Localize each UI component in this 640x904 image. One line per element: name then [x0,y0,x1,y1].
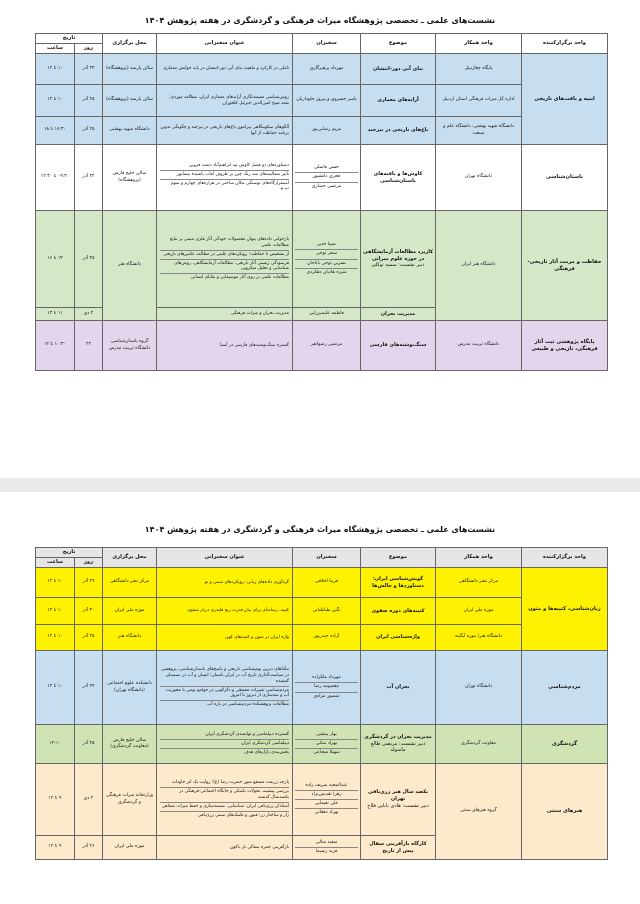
day-cell: ۲۴ آذر [75,651,103,725]
speaker-name: مرتضی حصاری [311,183,342,189]
col-speech: عنوان سخنرانی [157,548,293,568]
partner-cell: دانشگاه تهران [436,651,522,725]
venue-cell: سالن خلیج فارس (معاونت گردشگری) [103,725,157,764]
day-cell: ۲۶ آذر [75,836,103,860]
col-day: روز [75,44,103,54]
speech-title: از تشخیص تا حفاظت: رویکردهای علمی در مطالعه عکس‌های تاریخی [160,251,289,260]
topic-cell: باغ‌های تاریخی در بیرجند [361,117,436,145]
speech-title: بررسی پیشینه، تحولات تکنیکی و جایگاه اجتماعی-فرهنگی در یکصدسال گذشته [160,788,289,803]
speaker-name: علی نعیمایی [295,800,358,809]
col-topic: موضوع [361,548,436,568]
events-table [35,33,608,371]
speaker-cell: مرتضی رضوانفر [293,321,361,371]
venue-cell: موزه ملی ایران [103,598,157,625]
time-cell: ۱۱ تا ۱۳ [36,308,75,321]
partner-cell: دانشگاه تربیت مدرس [436,321,522,371]
table-row [36,211,608,308]
header-row [36,548,608,558]
time-cell: ۱۳ تا ۱۶ [36,211,75,308]
speech-title: مردم‌شناسی تغییرات محیطی و دگرگونی در جوامع بومی با محوریت آب و سدسازی از دیروز تا امروز [160,687,289,702]
day-cell: ۳۰ آذر [75,598,103,625]
speech-title: پارچه زربفت مضجع منور حضرت رضا (ع)؛ روایت یک اثر جاودانه [160,779,289,788]
topic-cell: کاوش‌ها و یافته‌های باستان‌شناسی [361,145,436,211]
speech-cell: تاملی در کارکرد و ماهیت بنای آبی دور-انتشان در پایه خوانش معماری [157,54,293,85]
col-date: تاریخ [36,34,103,44]
partner-cell: مرکز نشر دانشگاهی [436,568,522,598]
partner-cell: دانشگاه هنر/ موزه آبگینه [436,625,522,651]
speech-cell [157,651,293,725]
org-cell: مردم‌شناسی [522,651,608,725]
speech-cell: واژه ایران در متون و کتیبه‌های کهن [157,625,293,651]
speaker-name: سعید شالی [295,839,358,848]
speaker-name: بهار بینشی [295,731,358,740]
speaker-name: نسرین توحی باباجان [295,260,358,269]
venue-cell: وزارتخانه میراث فرهنگی و گردشگری [103,764,157,836]
venue-cell: دانشگاه هنر [103,625,157,651]
speech-cell [157,725,293,764]
table-row [36,145,608,211]
speaker-name: معصومه رضا [295,683,358,692]
page-2 [0,492,640,904]
day-cell: ۲۵ آذر [75,85,103,117]
time-cell: ۱۰ تا ۱۲ [36,598,75,625]
partner-cell: دانشگاه تهران [436,145,522,211]
table-row [36,725,608,764]
speech-title: تأثیر سفالینه‌های سه رنگ چین بر ظروف لعاب پاشیده نیشابور [160,171,289,180]
day-cell: ۲۵ آذر [75,725,103,764]
col-speaker: سخنران [293,548,361,568]
time-cell: ۱۰ تا ۱۲ [36,625,75,651]
day-cell: ۲۵ آذر [75,117,103,145]
speaker-name: فرید رضیما [315,849,338,855]
venue-cell: دانشگاه شهید بهشتی [103,117,157,145]
speech-title: دیپلماسی گردشگری ایران [160,740,289,749]
speaker-name: حسن فاضلی [295,164,358,173]
speaker-name: سحر توحی [295,250,358,259]
speaker-cell: فاطمه علیمیرزایی [293,308,361,321]
topic-cell: کتیبه‌های دوره صفوی [361,598,436,625]
time-cell: ۹ تا ۱۲ [36,764,75,836]
speech-cell [157,764,293,836]
speech-title: بازخوانی داده‌های پنهان محصولات خودگی آثار فلزی مبتنی بر نتایج مطالعات علمی [160,236,289,251]
session-secretary: دبیر نشست: سمیه توکلی [371,262,425,269]
topic-cell [361,764,436,836]
time-cell: ۱۰:۳۰ تا ۱۲ [36,321,75,371]
day-cell: ۲ دی [75,764,103,836]
venue-cell: گروه باستان‌شناسی دانشگاه تربیت مدرس [103,321,157,371]
speech-title: فرسودگی زیستی آثار تاریخی، مطالعات آزمایشگاهی، روش‌های شناسایی و تحلیل میکروبی [160,260,289,275]
topic-cell: مدیریت بحران [361,308,436,321]
speaker-cell [293,145,361,211]
col-org: واحد برگزارکننده [522,548,608,568]
topic-cell: بنای آبی دور-انتشان [361,54,436,85]
day-cell: ۲۲ آذر [75,145,103,211]
col-speaker: سخنران [293,34,361,54]
speaker-name: مهرداد ملکزاده [295,674,358,683]
col-time: ساعت [36,558,75,568]
speech-title: استادان زری‌بافی ایران: شناسایی، مستندسازی و حفظ میراث شفاهی [160,803,289,812]
org-cell: گردشگری [522,725,608,764]
col-org: واحد برگزارکننده [522,34,608,54]
speech-cell: کتیبه، رسانه‌ای برای بیان قدرت رنج قلندری دربار صفوی [157,598,293,625]
table-row [36,54,608,85]
topic-cell: سنگ‌نوشته‌های فارسی [361,321,436,371]
speech-cell: گستره سنگ‌نوشته‌های فارسی در آسیا [157,321,293,371]
speech-title: بخش‌بندی بازارهای هدف [244,750,290,755]
day-cell: ۲۵ آذر [75,211,103,308]
venue-cell: سالن پارسه (پژوهشگاه) [103,85,157,117]
org-cell: ابنیه و بافت‌های تاریخی [522,54,608,145]
speaker-cell: نگین طباطبایی [293,598,361,625]
speaker-cell [293,211,361,308]
speaker-name: منصور مرادی [313,693,340,699]
venue-cell: سالن خلیج فارس (پژوهشگاه) [103,145,157,211]
speech-title: تنگناهای دیرین بوم‌شناسی تاریخی و پاسخ‌های باستان‌شناسی، پژوهشی در سیاست‌گذاری تاریخ آب در ایران باستان؛ انسان و آب در سیستان گمشده [160,666,289,687]
page-title: نشست‌های علمی ـ تخصصی پژوهشگاه میراث فرهنگی و گردشگری در هفته پژوهش ۱۴۰۴ [144,16,496,25]
partner-cell: دانشگاه شهید بهشتی، دانشگاه علم و صنعت [436,117,522,145]
org-cell: پایگاه پژوهشی ثبت آثار فرهنگی، تاریخی و طبیعی [522,321,608,371]
speech-title: مطالعات پژوهشکده مردم‌شناسی در باره آب [207,702,290,708]
venue-cell: دانشگاه هنر [103,211,157,321]
speaker-name: بهزاد دهقانی [314,810,339,816]
org-cell: باستان‌شناسی [522,145,608,211]
day-cell: ۲۳ آذر [75,54,103,85]
time-cell: ۱۰ تا ۱۲ [36,85,75,117]
speech-title: مطالعات علمی بر روی آثار موسیقایی و بقایای انسانی [190,275,290,281]
table-row [36,321,608,371]
session-secretary: دبیر نشست: مرتضی طالع ماسوله [370,740,426,754]
org-cell: حفاظت و مرمت آثار تاریخی-فرهنگی [522,211,608,321]
session-secretary: دبیر نشست: هادی بابایی فلاح [367,802,429,809]
partner-cell: معاونت گردشگری [436,725,522,764]
speaker-name: عبدالمجید شریف زاده [295,782,358,791]
speaker-name: فخری دانشپور [295,173,358,182]
speaker-cell: آزاده حیدرپور [293,625,361,651]
speaker-cell [293,836,361,860]
topic-cell [361,725,436,764]
time-cell: ۱۰ تا ۱۲ [36,568,75,598]
day-cell: ۲ دی [75,308,103,321]
time-cell: ۱۰ تا ۱۲ [36,54,75,85]
speaker-cell [293,764,361,836]
speaker-cell: یاسر حسروی و پیروز جلوداریان [293,85,361,117]
speaker-cell [293,725,361,764]
day-cell: ۲۲ [75,321,103,371]
speaker-cell [293,651,361,725]
speech-title: زار و ساختار زر: فنون و تکنیک‌های سنتی زری‌بافی [197,812,290,818]
col-day: روز [75,558,103,568]
venue-cell: سالن پارسه (پژوهشگاه) [103,54,157,85]
col-time: ساعت [36,44,75,54]
time-cell: ۱۰ تا ۱۲ [36,651,75,725]
speaker-name: بهزاد منکی [295,740,358,749]
speech-title: استقرارگاه‌های نوسنگی مکان ساختی در هزاره‌های چهارم و سوم پ.م. [170,180,290,192]
org-cell: هنرهای سنتی [522,764,608,860]
speech-title: گسترده دیپلماسی و توانمندی گردشگری ایران [160,731,289,740]
partner-cell: موزه ملی ایران [436,598,522,625]
col-venue: محل برگزاری [103,548,157,568]
speaker-name: منیژه هادیان دهکردی [306,269,347,275]
org-cell: زبان‌شناسی، کتیبه‌ها و متون [522,568,608,651]
topic-title: کاربرد مطالعات آزمایشگاهی در حوزه علوم میراثی [363,248,434,262]
partner-cell: گروه هنرهای سنتی [436,764,522,860]
col-topic: موضوع [361,34,436,54]
partner-cell: پایگاه چغازنبیل [436,54,522,85]
speaker-cell: فریبا اخلاقی [293,568,361,598]
time-cell: ۱۶:۳۰ تا ۱۸ [36,117,75,145]
table-row [36,651,608,725]
speech-cell: بازآفرینی خمره سفالی تل باکون [157,836,293,860]
topic-title: یکصد سال هنر زری‌بافی تهران [368,789,429,803]
speech-cell: روش‌شناسی مستندنگاری آرایه‌های معماری ایران، مطالعه موردی: بقعه شیخ امین‌الدین جبرئیل کلخوران [157,85,293,117]
page-title: نشست‌های علمی ـ تخصصی پژوهشگاه میراث فرهنگی و گردشگری در هفته پژوهش ۱۴۰۴ [144,525,496,534]
speech-cell: گردآوری داده‌های زبانی: رویکردهای سنتی و نو [157,568,293,598]
speaker-cell: مریم رضایی‌پور [293,117,361,145]
partner-cell: اداره کل میراث فرهنگی استان اردبیل [436,85,522,117]
topic-cell: بحران آب [361,651,436,725]
speaker-name: شیبا خدیر [295,241,358,250]
speaker-name: سهیلا شجاعی [313,750,340,756]
time-cell: ۱۲-۱۰ [36,725,75,764]
topic-title: مدیریت بحران در گردشگری [364,733,432,740]
time-cell: ۰۹:۳۰ تا ۱۲:۳۰ [36,145,75,211]
partner-cell: دانشگاه هنر ایران [436,211,522,321]
table-row [36,764,608,836]
table-row [36,568,608,598]
col-speech: عنوان سخنرانی [157,34,293,54]
day-cell: ۲۵ آذر [75,625,103,651]
topic-cell: واژه‌شناسی ایران [361,625,436,651]
speech-title: دستاوردهای دو فصل کاوش تپه ابراهیم‌آباد دشت قزوین [160,162,289,171]
speech-cell [157,211,293,308]
time-cell: ۹ تا ۱۲ [36,836,75,860]
speech-cell [157,145,293,211]
topic-cell: آرایه‌های معماری [361,85,436,117]
header-row [36,34,608,44]
col-partner: واحد همکار [436,548,522,568]
topic-cell: گویش‌شناسی ایران: دستاوردها و چالش‌ها [361,568,436,598]
topic-cell [361,211,436,308]
venue-cell: موزه ملی ایران [103,836,157,860]
speech-cell: مدیریت بحران و میراث فرهنگی [157,308,293,321]
day-cell: ۲۹ آذر [75,568,103,598]
speaker-cell: مهرداد پرهیزگاری [293,54,361,85]
venue-cell: دانشکده علوم اجتماعی (دانشگاه تهران) [103,651,157,725]
venue-cell: مرکز نشر دانشگاهی [103,568,157,598]
speaker-name: زهرا تقدیس‌نژاد [295,791,358,800]
col-venue: محل برگزاری [103,34,157,54]
col-date: تاریخ [36,548,103,558]
col-partner: واحد همکار [436,34,522,54]
events-table [35,547,608,860]
topic-cell: کارگاه بازآفرینی سفال پیش از تاریخ [361,836,436,860]
speech-cell: الگوهای سکونتگاهی پیرامون باغ‌های تاریخی در بیرجند و چگونگی تدوین برنامه حفاظت از آنها [157,117,293,145]
